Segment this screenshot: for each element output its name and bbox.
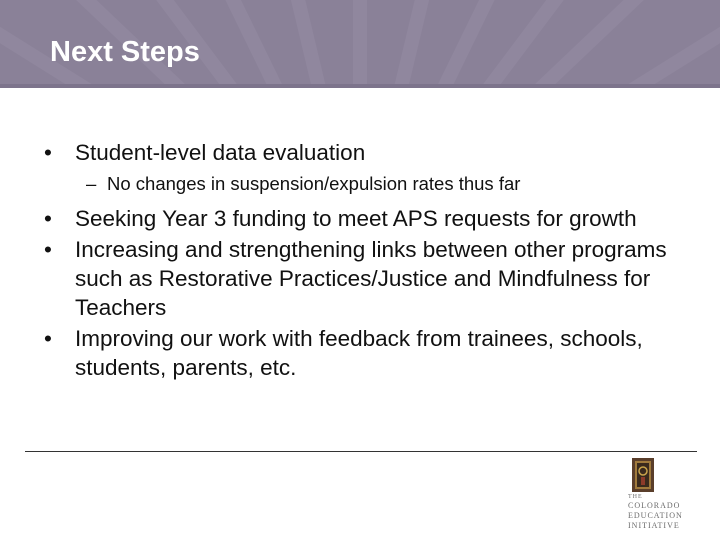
bullet-text: Improving our work with feedback from trainees, schools, students, parents, etc. [75, 326, 643, 380]
logo-wordmark [628, 494, 694, 531]
bullet-text: Increasing and strengthening links between other programs such as Restorative Practices/Justice and Mindfulness for Teachers [75, 237, 667, 320]
bullet-glyph: • [44, 206, 52, 231]
footer-divider [25, 451, 697, 452]
sub-bullet-text: No changes in suspension/expulsion rates thus far [107, 173, 521, 194]
bullet-item [44, 324, 684, 382]
bullet-item [44, 204, 684, 233]
slide-title: Next Steps [50, 36, 200, 68]
logo-line-colorado: COLORADO [628, 501, 681, 510]
bullet-text: Student-level data evaluation [75, 140, 366, 165]
slide-header [0, 0, 720, 88]
colorado-education-initiative-logo [624, 458, 694, 538]
bullet-item [44, 235, 684, 322]
bullet-glyph: • [44, 237, 52, 262]
logo-line-initiative: INITIATIVE [628, 521, 680, 530]
bullet-list [44, 138, 684, 382]
sub-bullet-glyph: – [86, 173, 97, 194]
sub-bullet-item [44, 172, 684, 196]
bullet-glyph: • [44, 326, 52, 351]
logo-line-education: EDUCATION [628, 511, 683, 520]
bullet-glyph: • [44, 140, 52, 165]
bullet-item [44, 138, 684, 167]
bullet-text: Seeking Year 3 funding to meet APS requests for growth [75, 206, 637, 231]
emblem-icon [632, 458, 654, 494]
logo-line-the: THE [628, 494, 643, 500]
